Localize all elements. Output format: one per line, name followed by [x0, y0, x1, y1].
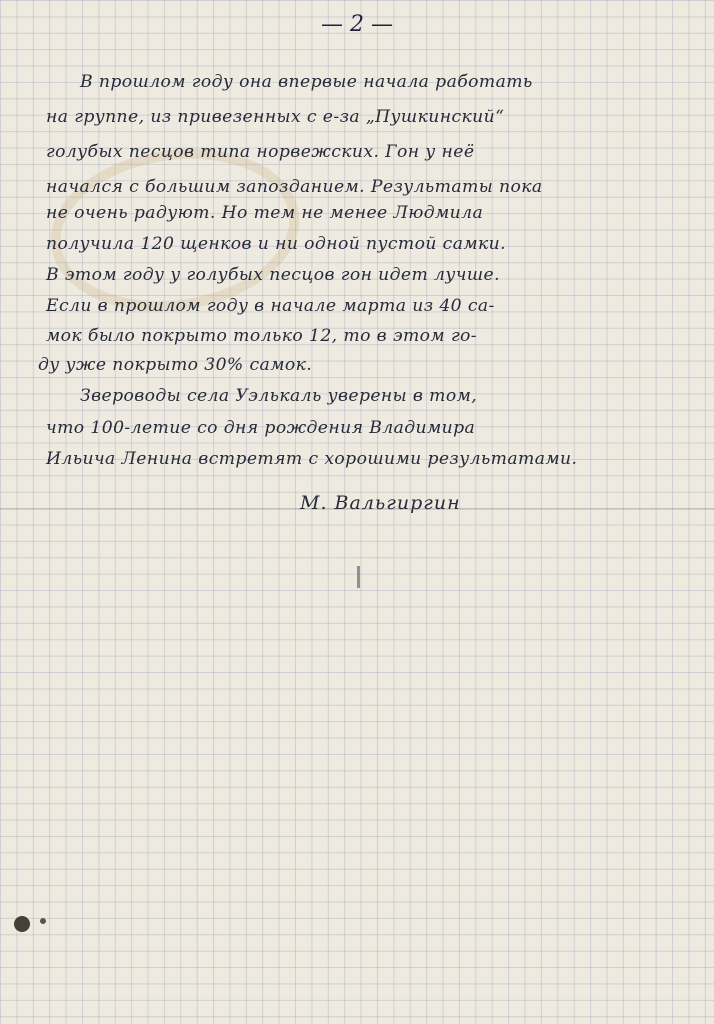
- text-line: ду уже покрыто 30% самок.: [38, 355, 313, 375]
- text-line: голубых песцов типа норвежских. Гон у неё: [46, 142, 475, 162]
- text-line: Звероводы села Уэлькаль уверены в том,: [80, 386, 478, 406]
- text-line: получила 120 щенков и ни одной пустой самки.: [46, 234, 506, 254]
- text-line: Ильича Ленина встретят с хорошими результатами.: [46, 449, 578, 469]
- text-line: В этом году у голубых песцов гон идет лучше.: [46, 265, 500, 285]
- text-line: на группе, из привезенных с е-за „Пушкинский“: [46, 107, 505, 127]
- page-number: — 2 —: [321, 12, 393, 37]
- text-line: начался с большим запозданием. Результаты пока: [46, 177, 543, 197]
- signature: М. Вальгиргин: [300, 492, 461, 514]
- text-line: не очень радуют. Но тем не менее Людмила: [46, 203, 484, 223]
- text-line: Если в прошлом году в начале марта из 40 са-: [46, 296, 495, 316]
- text-line: мок было покрыто только 12, то в этом го-: [46, 326, 477, 346]
- text-line: что 100-летие со дня рождения Владимира: [46, 418, 476, 438]
- text-line: В прошлом году она впервые начала работать: [80, 72, 533, 92]
